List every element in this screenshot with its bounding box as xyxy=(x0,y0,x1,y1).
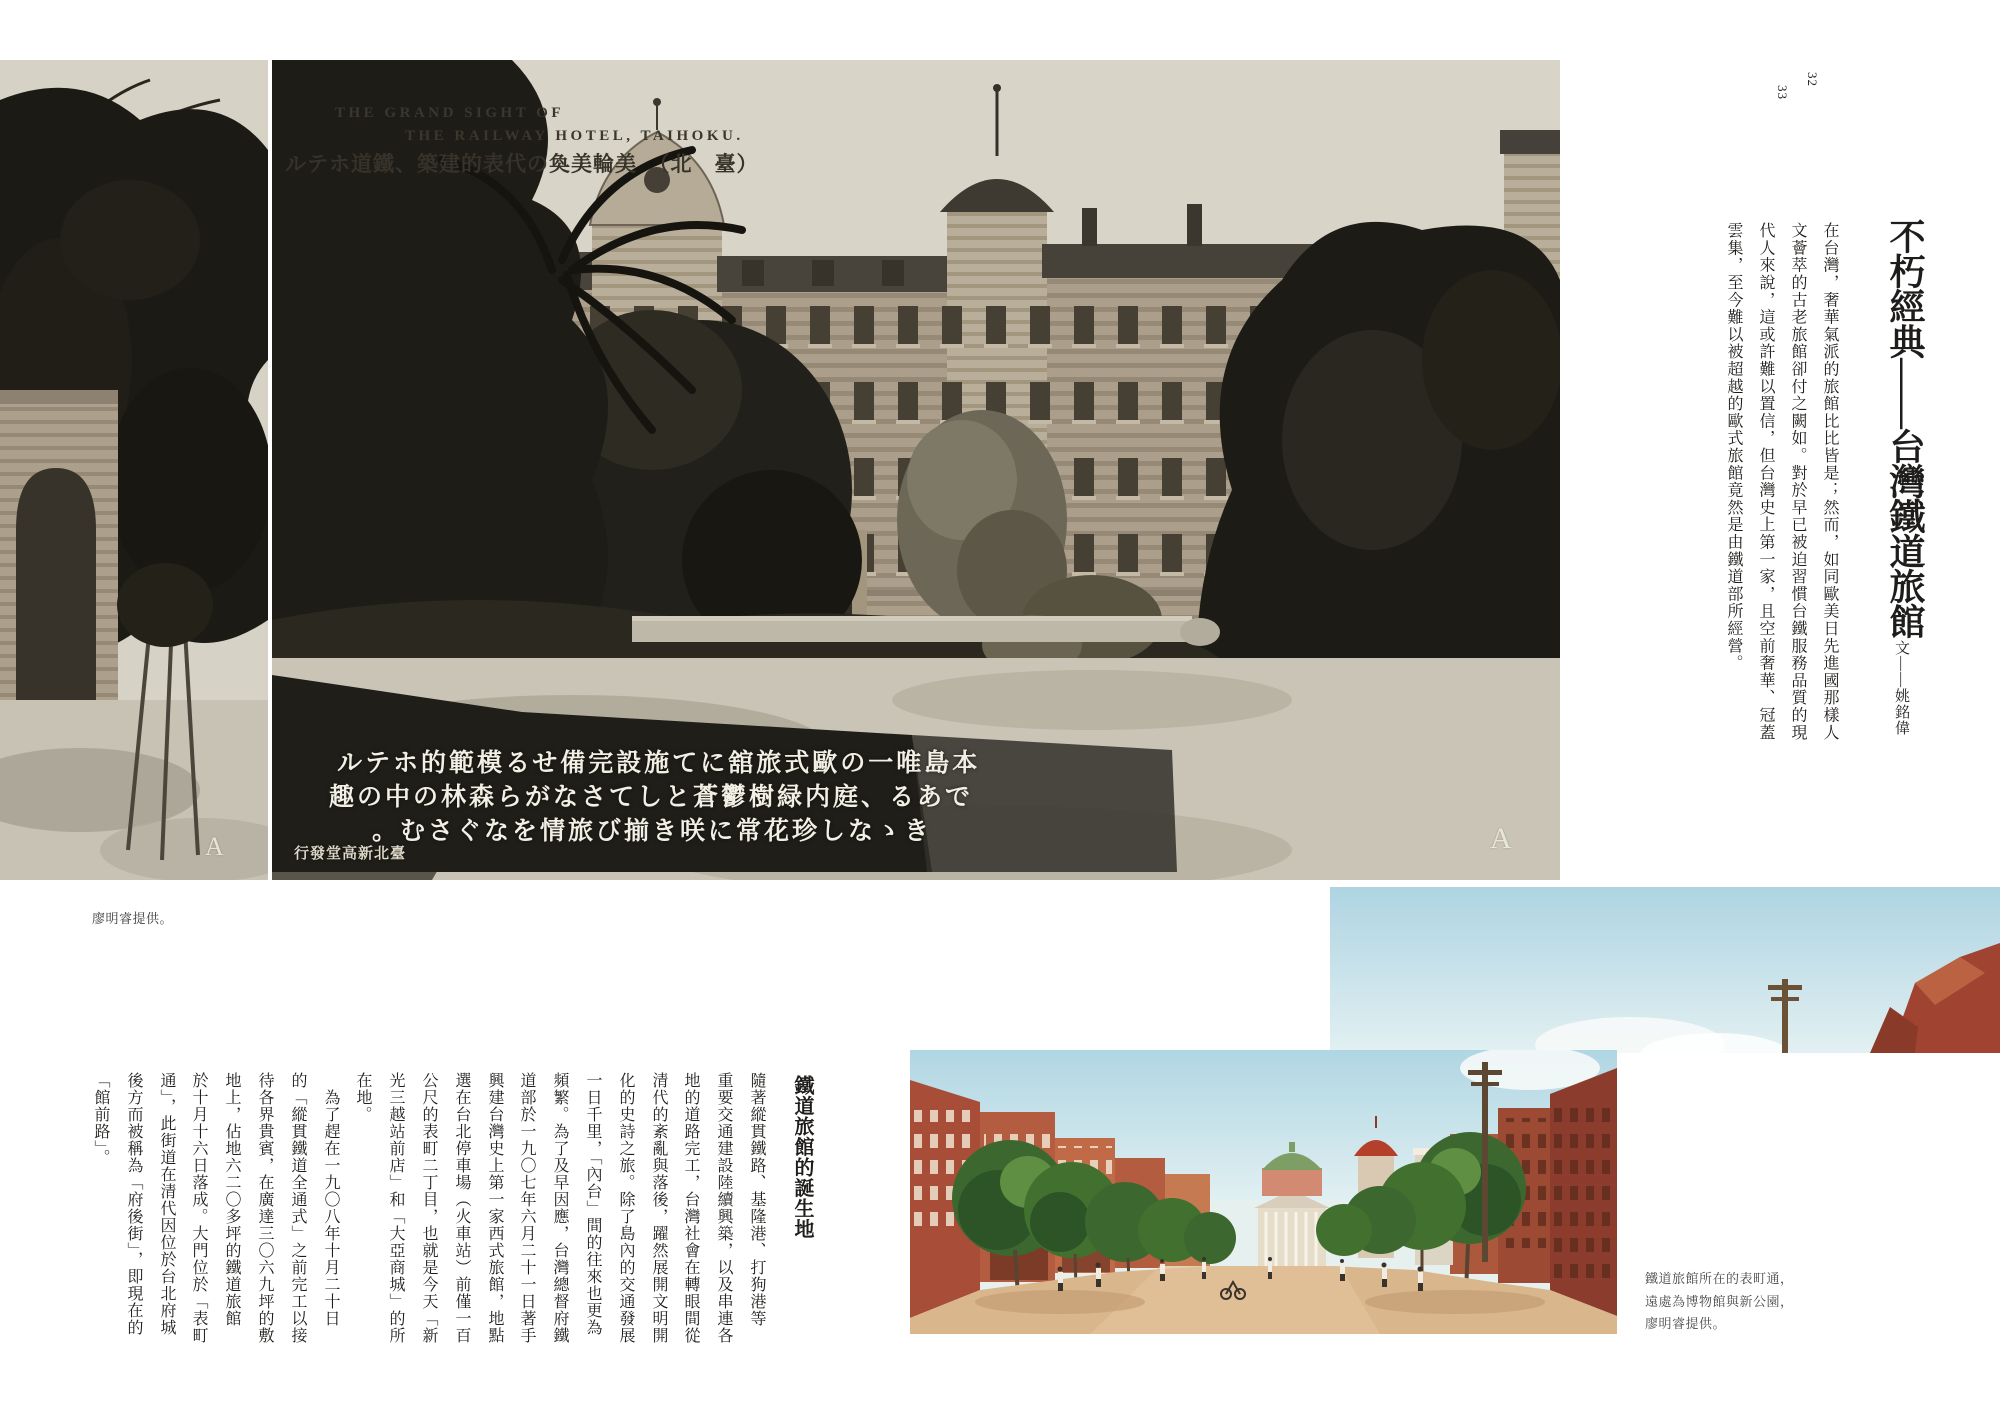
article-column: 選在台北停車場（火車站）前僅一百 xyxy=(453,1072,470,1344)
article-column: 代人來說，這或許難以置信，但台灣史上第一家，且空前奢華、冠蓋 xyxy=(1757,222,1774,741)
building-fragment xyxy=(0,390,118,710)
article-column: 地上，佔地六二〇多坪的鐵道旅館 xyxy=(223,1072,240,1327)
postcard-sky-art xyxy=(1330,887,2000,1053)
photo-title-en-line1: THE GRAND SIGHT OF xyxy=(335,105,565,121)
left-photo-watermark: A xyxy=(205,832,224,861)
left-photo-strip xyxy=(0,60,268,880)
postcard-caption-line1: 鐵道旅館所在的表町通， xyxy=(1645,1271,1794,1286)
left-photo-art xyxy=(0,60,268,880)
article-column: 公尺的表町二丁目，也就是今天「新 xyxy=(420,1072,437,1344)
article-column: 道部於一九〇七年六月二十一日著手 xyxy=(518,1072,535,1344)
article-column: 在台灣，奢華氣派的旅館比比皆是；然而，如同歐美日先進國那樣人 xyxy=(1821,222,1838,741)
article-column: 「館前路」。 xyxy=(92,1072,109,1166)
article-column: 光三越站前店」和「大亞商城」的所 xyxy=(387,1072,404,1344)
section-heading: 鐵道旅館的誕生地 xyxy=(791,1075,813,1239)
photo-caption-jp-line1: ルテホ的範模るせ備完設施てに舘旅式歐の一唯島本 xyxy=(337,750,981,777)
article-column: 重要交通建設陸續興築，以及串連各 xyxy=(715,1072,732,1344)
article-title: 不朽經典——台灣鐵道旅館 xyxy=(1885,218,1925,638)
page-number-33: 33 xyxy=(1775,85,1790,100)
article-column: 待各界貴賓，在廣達三〇六九坪的敷 xyxy=(256,1072,273,1344)
photo-caption-jp-line3: 。むさぐなを情旅び揃き咲に常花珍しなゝき xyxy=(372,818,933,845)
page-number-32: 32 xyxy=(1805,72,1820,87)
article-column: 興建台灣史上第一家西式旅館，地點 xyxy=(486,1072,503,1344)
article-column: 雲集，至今難以被超越的歐式旅館竟然是由鐵道部所經營。 xyxy=(1725,222,1742,672)
photo-credit: 廖明睿提供。 xyxy=(92,911,174,926)
article-column: 隨著縱貫鐵路、基隆港、打狗港等 xyxy=(748,1072,765,1327)
article-column: 地的道路完工，台灣社會在轉眼間從 xyxy=(682,1072,699,1344)
article-column: 於十月十六日落成。大門位於「表町 xyxy=(190,1072,207,1344)
postcard-street-scene xyxy=(910,1050,1617,1334)
postcard-caption-line2: 遠處為博物館與新公園， xyxy=(1645,1293,1794,1309)
article-column: 的「縱貫鐵道全通式」之前完工以接 xyxy=(289,1072,306,1344)
terrace-wall xyxy=(632,616,1220,646)
sapling-foliage xyxy=(117,563,213,647)
article-column: 文薈萃的古老旅館卻付之闕如。對於早已被迫習慣台鐵服務品質的現 xyxy=(1789,222,1806,741)
postcard-caption-line3: 廖明睿提供。 xyxy=(1645,1316,1727,1331)
article-column: 通」，此街道在清代因位於台北府城 xyxy=(158,1072,175,1336)
photo-publisher-mark: 行發堂高新北臺 xyxy=(294,846,407,862)
photo-title-jp: ルテホ道鐵、築建的表代の奐美輪美 （北 臺） xyxy=(285,152,759,176)
article-column: 後方而被稱為「府後街」，即現在的 xyxy=(125,1072,142,1336)
postcard-caption xyxy=(1645,1268,1794,1336)
article-column: 在地。 xyxy=(354,1072,371,1123)
article-column: 化的史詩之旅。除了島內的交通發展 xyxy=(617,1072,634,1344)
article-column: 頻繁。為了及早因應，台灣總督府鐵 xyxy=(551,1072,568,1344)
photo-caption-jp-line2: 趣の中の林森らがなさてしと蒼鬱樹緑内庭、るあで xyxy=(329,784,974,811)
photo-title-en-line2: THE RAILWAY HOTEL, TAIHOKU. xyxy=(405,128,744,144)
railway-hotel-photo xyxy=(272,60,1560,880)
article-column: 為了趕在一九〇八年十月二十日 xyxy=(322,1089,339,1327)
article-column: 一日千里，「內台」間的往來也更為 xyxy=(584,1072,601,1336)
postcard-sky-band xyxy=(1330,887,2000,1053)
postcard-street-art xyxy=(910,1050,1617,1334)
article-byline: 文——姚銘偉 xyxy=(1893,640,1909,736)
main-photo-watermark: A xyxy=(1490,822,1512,855)
article-column: 清代的紊亂與落後，躍然展開文明開 xyxy=(650,1072,667,1344)
